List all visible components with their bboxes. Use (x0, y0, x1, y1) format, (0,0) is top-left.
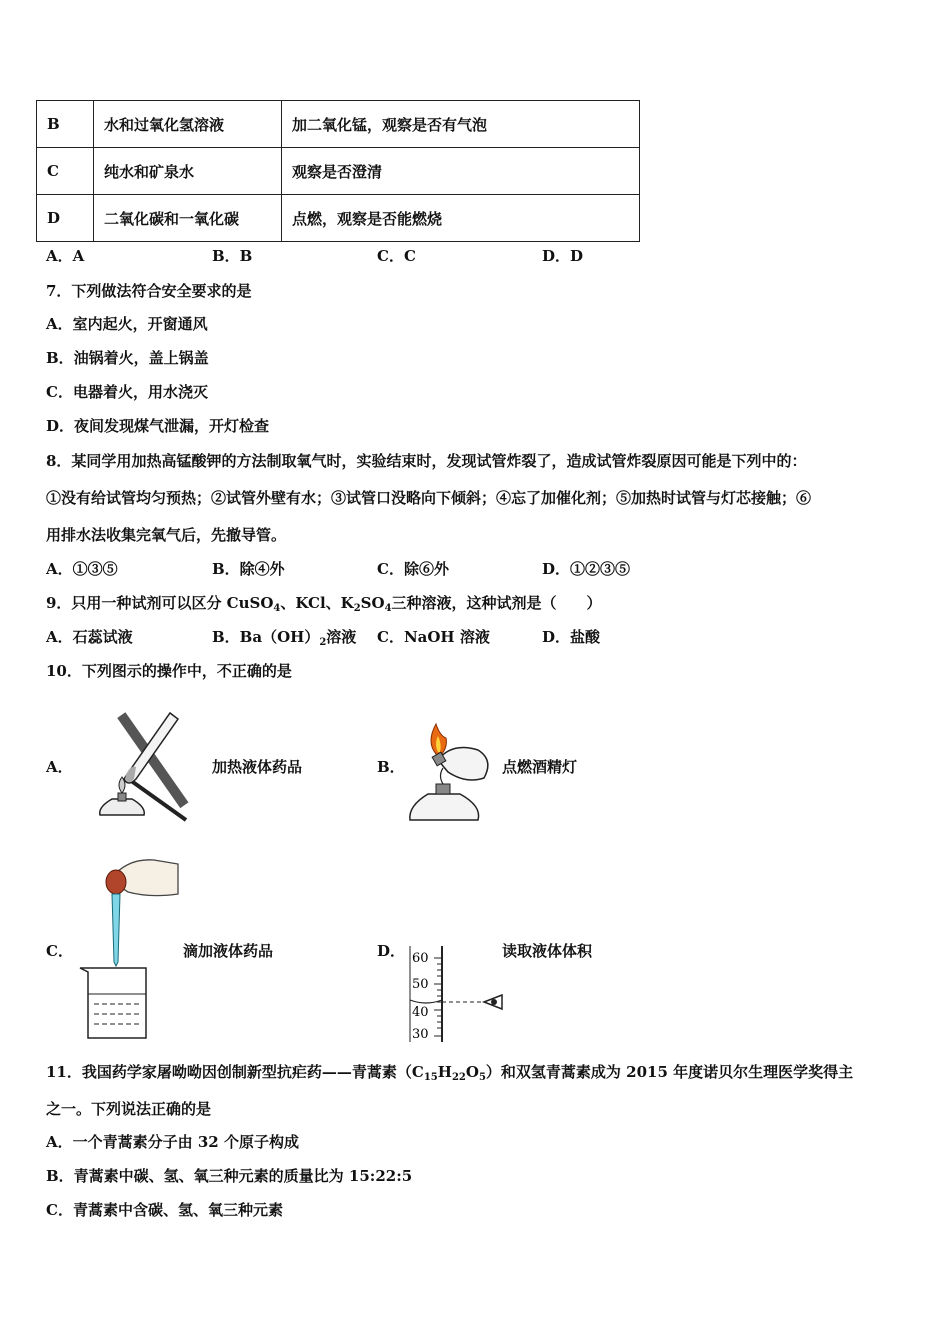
q10-option-b-caption: 点燃酒精灯 (502, 758, 578, 776)
q11-stem-part: H (437, 1063, 452, 1081)
subscript: 5 (478, 1072, 486, 1083)
q9-stem-part: 9．只用一种试剂可以区分 CuSO (46, 594, 274, 612)
q8-stem: 8．某同学用加热高锰酸钾的方法制取氧气时，实验结束时，发现试管炸裂了，造成试管炸裂原因可能是下列中的： (46, 452, 807, 470)
q11-stem-part: ）和双氢青蒿素成为 2015 年度诺贝尔生理医学奖得主 (485, 1063, 854, 1081)
q8-line2: ①没有给试管均匀预热；②试管外壁有水；③试管口没略向下倾斜；④忘了加催化剂；⑤加热时试管与灯芯接触；⑥ (46, 489, 812, 507)
q9-option-a[interactable]: A．石蕊试液 (46, 628, 133, 646)
q6-option-a[interactable]: A．A (46, 247, 85, 265)
option-text: B．Ba（OH） (212, 628, 320, 646)
option-text: 溶液 (326, 628, 357, 646)
q8-option-d[interactable]: D．①②③⑤ (542, 560, 631, 578)
q7-option-a[interactable]: A．室内起火，开窗通风 (46, 315, 208, 333)
q9-option-c[interactable]: C．NaOH 溶液 (377, 628, 490, 646)
q6-option-d[interactable]: D．D (542, 247, 584, 265)
q10-option-a-caption: 加热液体药品 (212, 758, 303, 776)
q11-option-c[interactable]: C．青蒿素中含碳、氢、氧三种元素 (46, 1201, 283, 1219)
q8-option-a[interactable]: A．①③⑤ (46, 560, 118, 578)
q10-option-c-letter[interactable]: C． (46, 942, 73, 960)
q6-option-b[interactable]: B．B (212, 247, 253, 265)
row-method: 加二氧化锰，观察是否有气泡 (282, 101, 640, 148)
q6-table (36, 100, 640, 242)
q10-option-b-letter[interactable]: B． (377, 758, 405, 776)
q10-option-d-letter[interactable]: D． (377, 942, 406, 960)
subscript: 4 (384, 603, 392, 614)
q9-stem-part: 、KCl、K (280, 594, 354, 612)
q7-option-d[interactable]: D．夜间发现煤气泄漏，开灯检查 (46, 417, 270, 435)
q11-line2: 之一。下列说法正确的是 (46, 1100, 212, 1118)
subscript: 4 (273, 603, 281, 614)
q10-stem: 10．下列图示的操作中，不正确的是 (46, 662, 292, 680)
q9-option-b[interactable] (212, 627, 356, 647)
q9-stem (46, 593, 602, 613)
table-row (37, 148, 640, 195)
row-sample: 纯水和矿泉水 (94, 148, 282, 195)
row-sample: 二氧化碳和一氧化碳 (94, 195, 282, 242)
q6-option-c[interactable]: C．C (377, 247, 416, 265)
table-row (37, 101, 640, 148)
tick-label: 50 (412, 977, 429, 992)
subscript: 2 (319, 637, 327, 648)
table-row (37, 195, 640, 242)
row-label: D (37, 195, 94, 242)
q7-option-c[interactable]: C．电器着火，用水浇灭 (46, 383, 208, 401)
q8-option-b[interactable]: B．除④外 (212, 560, 285, 578)
row-label: B (37, 101, 94, 148)
row-sample: 水和过氧化氢溶液 (94, 101, 282, 148)
tick-label: 60 (412, 951, 429, 966)
subscript: 2 (353, 603, 361, 614)
q7-option-b[interactable]: B．油锅着火，盖上锅盖 (46, 349, 209, 367)
tick-label: 40 (412, 1005, 429, 1020)
row-method: 观察是否澄清 (282, 148, 640, 195)
dropping-liquid-diagram (76, 854, 186, 1044)
q9-stem-part: 三种溶液，这种试剂是（ ） (391, 594, 602, 612)
reading-volume-diagram (406, 942, 506, 1046)
q9-stem-part: SO (360, 594, 385, 612)
q11-option-a[interactable]: A．一个青蒿素分子由 32 个原子构成 (46, 1133, 299, 1151)
q8-option-c[interactable]: C．除⑥外 (377, 560, 449, 578)
q9-option-d[interactable]: D．盐酸 (542, 628, 601, 646)
q10-option-d-caption: 读取液体体积 (502, 942, 593, 960)
row-label: C (37, 148, 94, 195)
row-method: 点燃，观察是否能燃烧 (282, 195, 640, 242)
heating-liquid-diagram (78, 695, 208, 825)
subscript: 22 (451, 1072, 466, 1083)
q7-stem: 7．下列做法符合安全要求的是 (46, 282, 252, 300)
q11-stem (46, 1062, 853, 1082)
q10-option-c-caption: 滴加液体药品 (183, 942, 274, 960)
q11-stem-part: O (465, 1063, 479, 1081)
q11-stem-part: 11．我国药学家屠呦呦因创制新型抗疟药——青蒿素（C (46, 1063, 424, 1081)
q10-option-a-letter[interactable]: A． (46, 758, 73, 776)
subscript: 15 (423, 1072, 438, 1083)
lighting-lamp-diagram (402, 720, 502, 828)
q11-option-b[interactable]: B．青蒿素中碳、氢、氧三种元素的质量比为 15:22:5 (46, 1167, 413, 1185)
tick-label: 30 (412, 1027, 429, 1042)
q8-line3: 用排水法收集完氧气后，先撤导管。 (46, 526, 287, 544)
